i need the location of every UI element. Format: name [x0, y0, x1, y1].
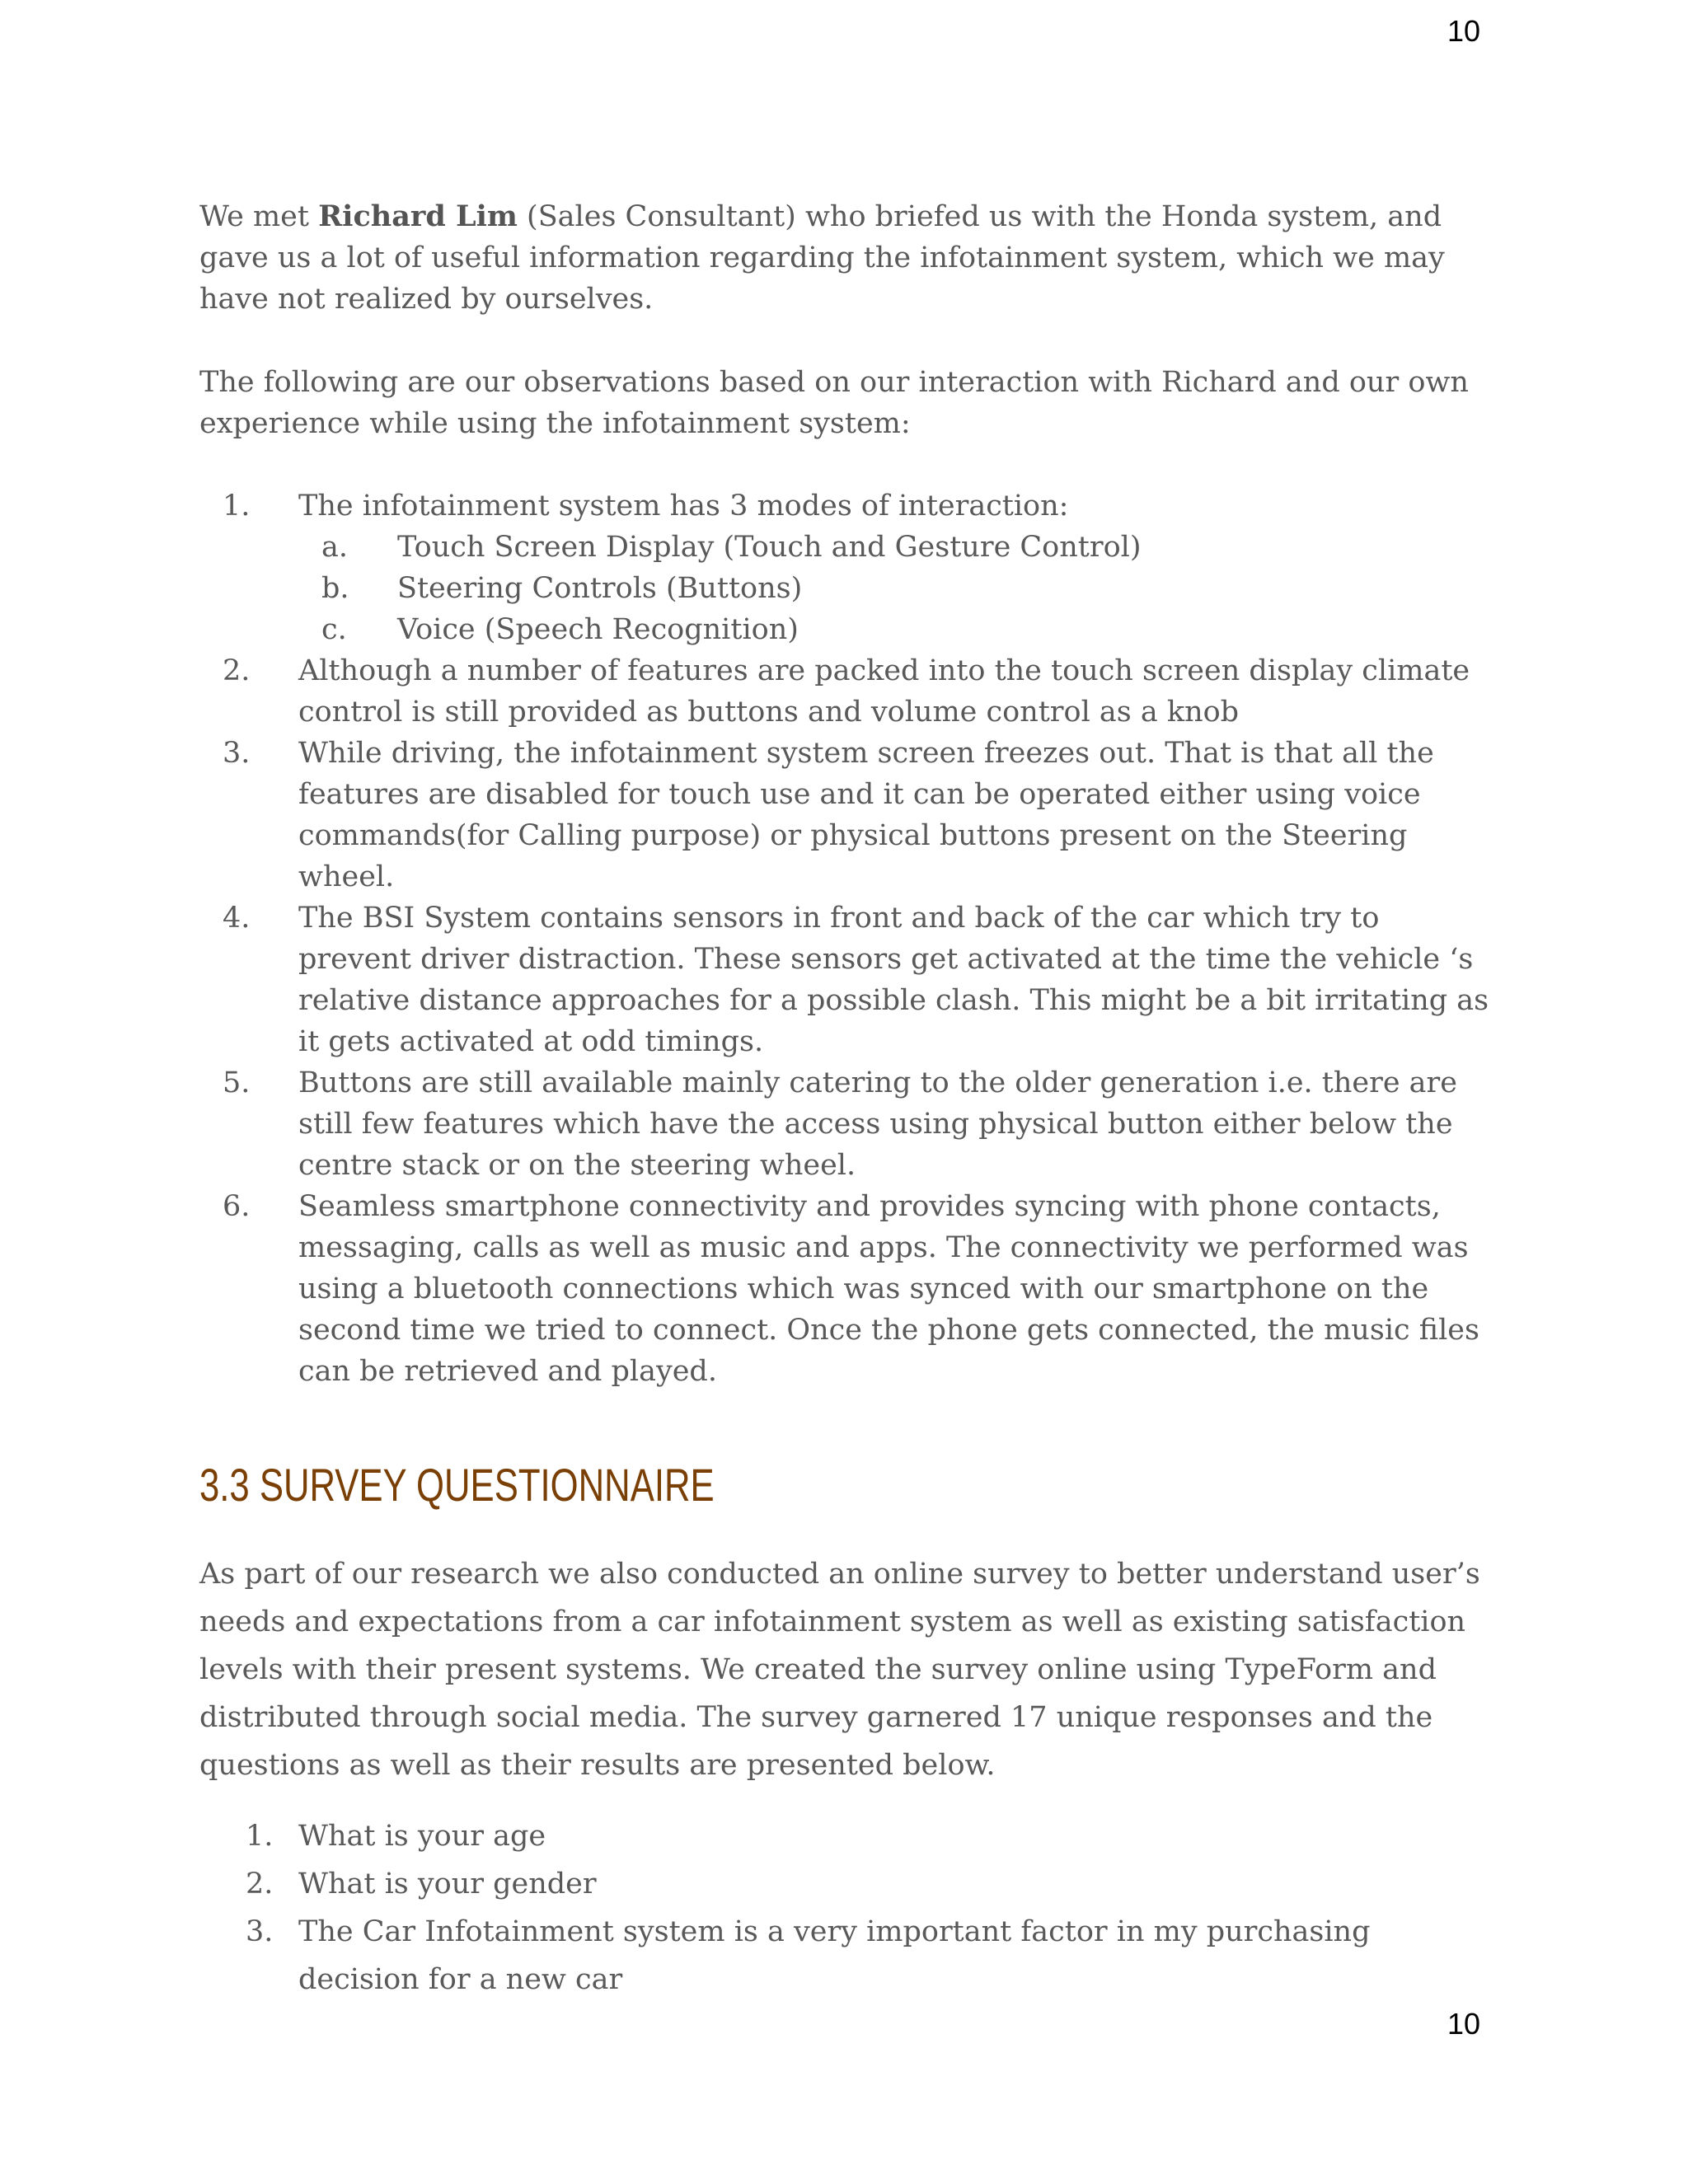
- sub-list-text: Touch Screen Display (Touch and Gesture Control): [397, 531, 1142, 564]
- sub-list-item: [298, 609, 1495, 650]
- list-letter: c.: [321, 613, 347, 646]
- document-body: [199, 196, 1495, 2004]
- list-text: The infotainment system has 3 modes of interaction:: [298, 490, 1069, 523]
- question-text: What is your gender: [298, 1868, 597, 1900]
- question-text: What is your age: [298, 1820, 546, 1853]
- list-item: [199, 898, 1495, 1062]
- list-text: The BSI System contains sensors in front and back of the car which try to prevent driver distraction. These sensors get activated at the time the vehicle ‘s relative distance approaches for a possible clash. This might be a bit irritating as it gets activated at odd timings.: [298, 902, 1489, 1058]
- list-text: Although a number of features are packed into the touch screen display climate control is still provided as buttons and volume control as a knob: [298, 654, 1470, 729]
- list-number: 3.: [223, 737, 251, 770]
- list-number: 1.: [223, 490, 251, 523]
- list-number: 6.: [223, 1190, 251, 1223]
- sub-list-text: Voice (Speech Recognition): [397, 613, 799, 646]
- list-text: While driving, the infotainment system screen freezes out. That is that all the features are disabled for touch use and it can be operated either using voice commands(for Calling purpose) or physical buttons present on the Steering wheel.: [298, 737, 1434, 893]
- list-item: [199, 1062, 1495, 1186]
- observations-intro: The following are our observations based on our interaction with Richard and our own experience while using the infotainment system:: [199, 366, 1469, 440]
- list-letter: a.: [321, 531, 348, 564]
- list-letter: b.: [321, 572, 349, 605]
- observations-list: [199, 485, 1495, 1392]
- consultant-name: Richard Lim: [318, 199, 518, 233]
- survey-questions-list: [199, 1812, 1495, 2004]
- page-number-bottom: 10: [1447, 2007, 1480, 2041]
- question-text: The Car Infotainment system is a very important factor in my purchasing decision for a new car: [298, 1915, 1371, 1996]
- list-item: [199, 733, 1495, 898]
- list-number: 2.: [246, 1868, 274, 1900]
- list-item: [199, 1860, 1495, 1908]
- section-heading: 3.3 SURVEY QUESTIONNAIRE: [199, 1459, 715, 1511]
- list-item: [199, 650, 1495, 733]
- list-item: [199, 1908, 1495, 2004]
- list-item: [199, 485, 1495, 650]
- list-number: 1.: [246, 1820, 274, 1853]
- list-number: 3.: [246, 1915, 274, 1948]
- list-number: 2.: [223, 654, 251, 687]
- sub-list-item: [298, 568, 1495, 609]
- intro-prefix: We met: [199, 200, 319, 233]
- intro-suffix: (Sales Consultant) who briefed us with the Honda system, and gave us a lot of useful information regarding the infotainment system, which we may have not realized by ourselves.: [199, 200, 1445, 316]
- sub-list-item: [298, 527, 1495, 568]
- list-item: [199, 1812, 1495, 1860]
- list-number: 4.: [223, 902, 251, 935]
- list-text: Seamless smartphone connectivity and provides syncing with phone contacts, messaging, calls as well as music and apps. The connectivity we performed was using a bluetooth connections which was synced with our smartphone on the second time we tried to connect. Once the phone gets connected, the music files can be retrieved and played.: [298, 1190, 1479, 1388]
- page-number-top: 10: [1447, 14, 1480, 48]
- intro-paragraph: [199, 196, 1495, 320]
- survey-paragraph: As part of our research we also conducted an online survey to better understand user’s needs and expectations from a car infotainment system as well as existing satisfaction levels with their present systems. We created the survey online using TypeForm and distributed through social media. The survey garnered 17 unique responses and the questions as well as their results are presented below.: [199, 1558, 1480, 1782]
- interaction-modes-list: [298, 527, 1495, 650]
- list-text: Buttons are still available mainly catering to the older generation i.e. there are still few features which have the access using physical button either below the centre stack or on the steering wheel.: [298, 1066, 1457, 1182]
- list-item: [199, 1186, 1495, 1392]
- list-number: 5.: [223, 1066, 251, 1099]
- sub-list-text: Steering Controls (Buttons): [397, 572, 803, 605]
